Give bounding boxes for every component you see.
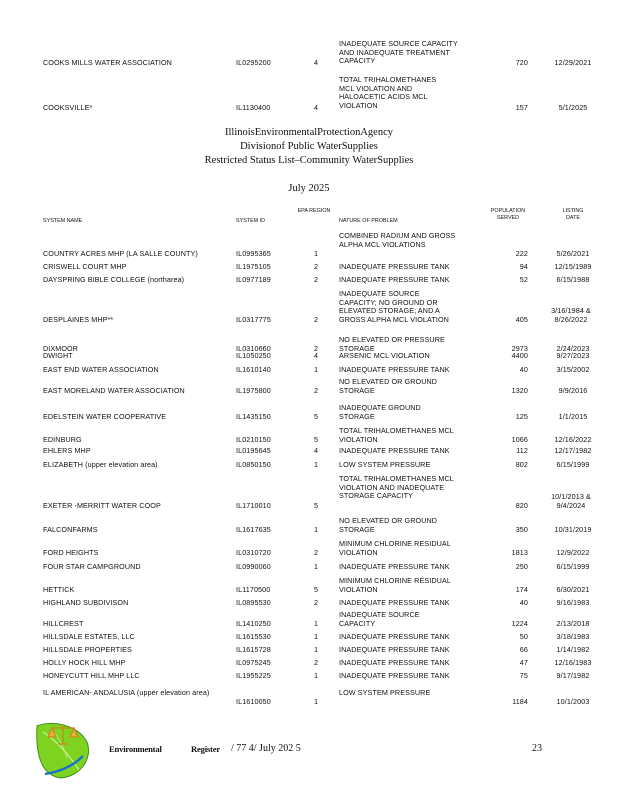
listing-date: 9/27/2023 — [556, 351, 590, 360]
nature-of-problem: NO ELEVATED OR GROUND STORAGE — [339, 516, 438, 534]
system-name: COOKSVILLE* — [43, 103, 93, 112]
system-id: IL1615728 — [236, 645, 271, 654]
listing-date: 12/16/1983 — [554, 658, 592, 667]
listing-date: 3/16/1984 & 8/26/2022 — [551, 306, 591, 324]
nature-of-problem: INADEQUATE PRESSURE TANK — [339, 446, 450, 455]
listing-date: 2/24/2023 — [556, 344, 590, 353]
system-id: IL0995365 — [236, 249, 271, 258]
system-name: EXETER -MERRITT WATER COOP — [43, 501, 161, 510]
nature-of-problem: NO ELEVATED OR PRESSURE STORAGE — [339, 335, 445, 353]
population: 802 — [515, 460, 528, 469]
nature-of-problem: INADEQUATE PRESSURE TANK — [339, 562, 450, 571]
system-id: IL0310660 — [236, 344, 271, 353]
system-name: HETTICK — [43, 585, 75, 594]
system-id: IL0895530 — [236, 598, 271, 607]
system-name: COOKS MILLS WATER ASSOCIATION — [43, 58, 172, 67]
listing-date: 12/16/2022 — [554, 435, 592, 444]
population: 720 — [515, 58, 528, 67]
system-name: DWIGHT — [43, 351, 73, 360]
population: 50 — [519, 632, 528, 641]
population: 820 — [515, 501, 528, 510]
header-system-id: SYSTEM ID — [236, 218, 266, 224]
system-id: IL0295200 — [236, 58, 271, 67]
population: 157 — [515, 103, 528, 112]
epa-region: 2 — [313, 548, 319, 557]
nature-of-problem: INADEQUATE PRESSURE TANK — [339, 671, 450, 680]
system-id: IL1130400 — [236, 103, 271, 112]
nature-of-problem: COMBINED RADIUM AND GROSS ALPHA MCL VIOLATIONS — [339, 231, 456, 249]
nature-of-problem: INADEQUATE GROUND STORAGE — [339, 403, 421, 421]
population: 52 — [519, 275, 528, 284]
epa-region: 2 — [313, 275, 319, 284]
listing-date: 9/9/2016 — [558, 386, 588, 395]
population: 1320 — [511, 386, 528, 395]
system-id: IL1610140 — [236, 365, 271, 374]
population: 75 — [519, 671, 528, 680]
epa-region: 1 — [313, 671, 319, 680]
system-id: IL1615530 — [236, 632, 271, 641]
epa-region: 1 — [313, 525, 319, 534]
nature-of-problem: LOW SYSTEM PRESSURE — [339, 688, 431, 697]
epa-region: 2 — [313, 386, 319, 395]
system-name: EDINBURG — [43, 435, 82, 444]
listing-date: 12/15/1989 — [554, 262, 592, 271]
system-id: IL1617635 — [236, 525, 271, 534]
population: 112 — [516, 446, 528, 455]
listing-date: 6/15/1988 — [556, 275, 590, 284]
header-system-name: SYSTEM NAME — [43, 218, 83, 224]
listing-date: 6/30/2021 — [556, 585, 590, 594]
population: 66 — [519, 645, 528, 654]
system-id: IL1610050 — [236, 697, 271, 706]
system-name: DIXMOOR — [43, 344, 79, 353]
header-nature-of-problem: NATURE OF PROBLEM — [339, 218, 398, 224]
page-number: 23 — [532, 743, 542, 754]
epa-region: 1 — [313, 562, 319, 571]
epa-region: 1 — [313, 697, 319, 706]
footer-issue: / 77 4/ July 202 5 — [231, 743, 301, 754]
listing-date: 1/1/2015 — [558, 412, 588, 421]
system-name: HILLSDALE PROPERTIES — [43, 645, 132, 654]
population: 1813 — [511, 548, 528, 557]
nature-of-problem: LOW SYSTEM PRESSURE — [339, 460, 431, 469]
listing-date: 12/29/2021 — [554, 58, 592, 67]
epa-region: 1 — [313, 365, 319, 374]
population: 222 — [515, 249, 528, 258]
epa-region: 4 — [313, 351, 319, 360]
system-name: ELIZABETH (upper elevation area) — [43, 460, 158, 469]
population: 174 — [515, 585, 528, 594]
nature-of-problem: INADEQUATE SOURCE CAPACITY AND INADEQUATE TREATMENT CAPACITY — [339, 39, 458, 65]
agency-title: IllinoisEnvironmentalProtectionAgency — [225, 127, 393, 138]
system-id: IL1410250 — [236, 619, 271, 628]
system-name: DAYSPRING BIBLE COLLEGE (northarea) — [43, 275, 185, 284]
month-title: July 2025 — [288, 183, 330, 194]
listing-date: 5/1/2025 — [558, 103, 588, 112]
header-listing-date: LISTING DATE — [562, 208, 584, 221]
epa-region: 1 — [313, 645, 319, 654]
system-name: CRISWELL COURT MHP — [43, 262, 127, 271]
division-title: Divisionof Public WaterSupplies — [240, 141, 378, 152]
list-title: Restricted Status List–Community WaterSupplies — [204, 155, 414, 166]
system-name: FORD HEIGHTS — [43, 548, 99, 557]
epa-region: 2 — [313, 262, 319, 271]
listing-date: 10/1/2003 — [556, 697, 590, 706]
epa-region: 5 — [313, 412, 319, 421]
system-id: IL1170500 — [236, 585, 271, 594]
listing-date: 1/14/1982 — [556, 645, 590, 654]
population: 1066 — [511, 435, 528, 444]
nature-of-problem: NO ELEVATED OR GROUND STORAGE — [339, 377, 438, 395]
header-epa-region: EPA REGION — [297, 208, 331, 214]
system-id: IL0195645 — [236, 446, 271, 455]
listing-date: 5/26/2021 — [556, 249, 590, 258]
epa-region: 1 — [313, 632, 319, 641]
nature-of-problem: INADEQUATE PRESSURE TANK — [339, 275, 450, 284]
epa-region: 2 — [313, 315, 319, 324]
system-id: IL0850150 — [236, 460, 271, 469]
population: 1184 — [512, 697, 528, 706]
nature-of-problem: TOTAL TRIHALOMETHANES MCL VIOLATION — [339, 426, 454, 444]
system-id: IL0990060 — [236, 562, 271, 571]
system-id: IL1435150 — [236, 412, 271, 421]
system-id: IL1975800 — [236, 386, 271, 395]
nature-of-problem: MINIMUM CHLORINE RESIDUAL VIOLATION — [339, 539, 451, 557]
nature-of-problem: INADEQUATE SOURCE CAPACITY; NO GROUND OR ELEVATED STORAGE; AND A GROSS ALPHA MCL VIOLATION — [339, 289, 449, 324]
listing-date: 9/17/1982 — [556, 671, 590, 680]
nature-of-problem: INADEQUATE PRESSURE TANK — [339, 598, 450, 607]
listing-date: 6/15/1999 — [556, 460, 590, 469]
system-name: HONEYCUTT HILL MHP LLC — [43, 671, 140, 680]
footer-register: Register — [191, 744, 220, 754]
listing-date: 3/18/1983 — [556, 632, 590, 641]
population: 125 — [515, 412, 528, 421]
listing-date: 6/15/1999 — [556, 562, 590, 571]
environmental-register-logo — [33, 718, 93, 780]
population: 350 — [515, 525, 528, 534]
epa-region: 4 — [313, 58, 319, 67]
system-name: HOLLY HOCK HILL MHP — [43, 658, 126, 667]
population: 4400 — [511, 351, 528, 360]
nature-of-problem: INADEQUATE PRESSURE TANK — [339, 658, 450, 667]
system-name: EAST MORELAND WATER ASSOCIATION — [43, 386, 185, 395]
epa-region: 2 — [313, 598, 319, 607]
epa-region: 5 — [313, 435, 319, 444]
system-id: IL0975245 — [236, 658, 271, 667]
listing-date: 3/15/2002 — [556, 365, 590, 374]
system-id: IL0310720 — [236, 548, 271, 557]
system-id: IL0210150 — [236, 435, 271, 444]
system-name: EHLERS MHP — [43, 446, 91, 455]
system-name: FALCONFARMS — [43, 525, 98, 534]
nature-of-problem: MINIMUM CHLORINE RESIDUAL VIOLATION — [339, 576, 451, 594]
system-id: IL0317775 — [236, 315, 271, 324]
nature-of-problem: INADEQUATE PRESSURE TANK — [339, 645, 450, 654]
population: 47 — [519, 658, 528, 667]
listing-date: 12/9/2022 — [556, 548, 590, 557]
nature-of-problem: INADEQUATE PRESSURE TANK — [339, 632, 450, 641]
epa-region: 1 — [313, 249, 319, 258]
system-name: HILLSDALE ESTATES, LLC — [43, 632, 135, 641]
system-id: IL0977189 — [236, 275, 271, 284]
listing-date: 2/13/2018 — [556, 619, 590, 628]
nature-of-problem: INADEQUATE PRESSURE TANK — [339, 365, 450, 374]
epa-region: 2 — [313, 658, 319, 667]
header-population-served: POPULATION SERVED — [490, 208, 526, 221]
system-id: IL1955225 — [236, 671, 271, 680]
listing-date: 10/31/2019 — [554, 525, 592, 534]
population: 405 — [515, 315, 528, 324]
listing-date: 9/16/1983 — [556, 598, 590, 607]
system-name: EDELSTEIN WATER COOPERATIVE — [43, 412, 167, 421]
system-id: IL1710010 — [236, 501, 271, 510]
epa-region: 1 — [313, 460, 319, 469]
epa-region: 2 — [313, 344, 319, 353]
population: 1224 — [511, 619, 528, 628]
population: 94 — [519, 262, 528, 271]
population: 2973 — [511, 344, 528, 353]
listing-date: 10/1/2013 & 9/4/2024 — [551, 492, 591, 510]
listing-date: 12/17/1982 — [554, 446, 592, 455]
system-name: DESPLAINES MHP** — [43, 315, 114, 324]
epa-region: 4 — [313, 103, 319, 112]
epa-region: 4 — [313, 446, 319, 455]
nature-of-problem: INADEQUATE SOURCE CAPACITY — [339, 610, 420, 628]
epa-region: 1 — [313, 619, 319, 628]
nature-of-problem: ARSENIC MCL VIOLATION — [339, 351, 430, 360]
nature-of-problem: TOTAL TRIHALOMETHANES MCL VIOLATION AND HALOACETIC ACIDS MCL VIOLATION — [339, 75, 437, 110]
epa-region: 5 — [313, 585, 319, 594]
system-name: IL AMERICAN- ANDALUSIA (upper elevation area) — [43, 688, 210, 697]
system-name: HILLCREST — [43, 619, 84, 628]
system-name: FOUR STAR CAMPGROUND — [43, 562, 141, 571]
population: 250 — [515, 562, 528, 571]
system-name: COUNTRY ACRES MHP (LA SALLE COUNTY) — [43, 249, 198, 258]
population: 40 — [519, 365, 528, 374]
system-name: EAST END WATER ASSOCIATION — [43, 365, 159, 374]
epa-region: 5 — [313, 501, 319, 510]
system-id: IL1975105 — [236, 262, 271, 271]
system-name: HIGHLAND SUBDIVISON — [43, 598, 129, 607]
system-id: IL1050250 — [236, 351, 271, 360]
footer-environmental: Environmental — [109, 744, 162, 754]
nature-of-problem: TOTAL TRIHALOMETHANES MCL VIOLATION AND INADEQUATE STORAGE CAPACITY — [339, 474, 454, 500]
nature-of-problem: INADEQUATE PRESSURE TANK — [339, 262, 450, 271]
population: 40 — [519, 598, 528, 607]
